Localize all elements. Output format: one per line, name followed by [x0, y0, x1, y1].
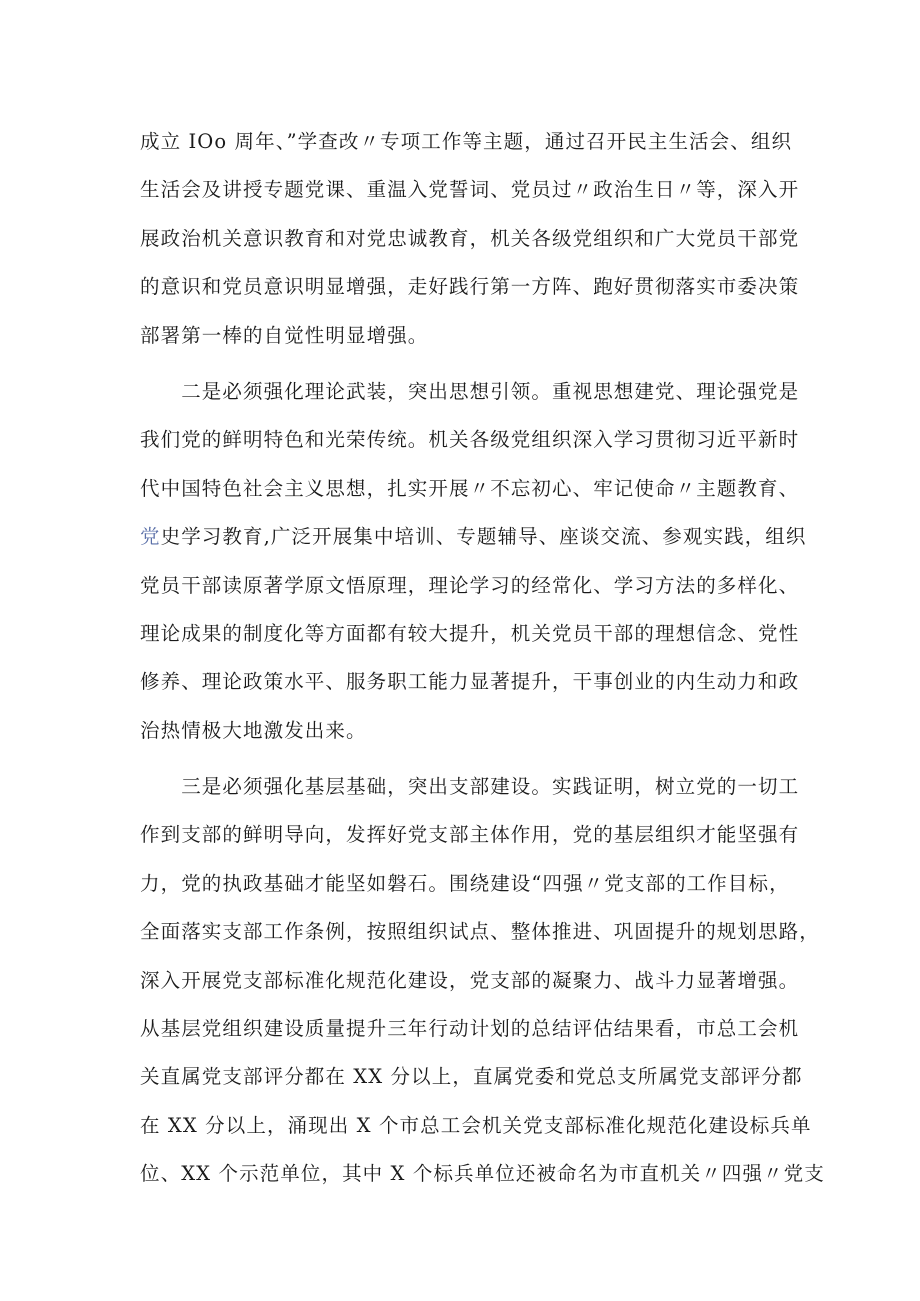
text-line: 部署第一棒的自觉性明显增强。 [140, 323, 429, 347]
paragraph-3 [140, 763, 825, 1199]
text-line: 治热情极大地激发出来。 [140, 718, 367, 742]
text-line: 修养、理论政策水平、服务职工能力显著提升，干事创业的内生动力和政 [140, 670, 800, 694]
text-line: 力，党的执政基础才能坚如磐石。围绕建设“四强〃党支部的工作目标， [140, 871, 790, 895]
text-line: 生活会及讲授专题党课、重温入党誓词、党员过〃政治生日〃等，深入开 [140, 178, 800, 202]
text-line: 二是必须强化理论武装，突出思想引领。重视思想建党、理论强党是 [140, 379, 800, 403]
text-line: 深入开展党支部标准化规范化建设，党支部的凝聚力、战斗力显著增强。 [140, 968, 800, 992]
text-line-rest: 史学习教育,广泛开展集中培训、专题辅导、座谈交流、参观实践，组织 [160, 525, 807, 549]
text-line: 作到支部的鲜明导向，发挥好党支部主体作用，党的基层组织才能坚强有 [140, 823, 800, 847]
text-line: 三是必须强化基层基础，突出支部建设。实践证明，树立党的一切工 [140, 775, 800, 799]
text-line: 党员干部读原著学原文悟原理，理论学习的经常化、学习方法的多样化、 [140, 573, 800, 597]
text-line: 从基层党组织建设质量提升三年行动计划的总结评估结果看，市总工会机 [140, 1017, 800, 1041]
text-line: 我们党的鲜明特色和光荣传统。机关各级党组织深入学习贯彻习近平新时 [140, 428, 800, 452]
text-line [140, 513, 807, 561]
paragraph-2 [140, 368, 807, 755]
text-line: 全面落实支部工作条例，按照组织试点、整体推进、巩固提升的规划思路， [140, 920, 820, 944]
paragraph-1 [140, 118, 800, 360]
document-body [140, 118, 825, 1199]
text-line: 关直属党支部评分都在 XX 分以上，直属党委和党总支所属党支部评分都 [140, 1065, 803, 1089]
text-line: 展政治机关意识教育和对党忠诚教育，机关各级党组织和广大党员干部党 [140, 226, 800, 250]
text-line: 代中国特色社会主义思想，扎实开展〃不忘初心、牢记使命〃主题教育、 [140, 476, 800, 500]
text-line: 成立 IOo 周年、”学查改〃专项工作等主题，通过召开民主生活会、组织 [140, 130, 793, 153]
text-line: 在 XX 分以上，涌现出 X 个市总工会机关党支部标准化规范化建设标兵单 [140, 1113, 812, 1137]
text-line: 位、XX 个示范单位，其中 X 个标兵单位还被命名为市直机关〃四强〃党支 [140, 1162, 825, 1186]
text-line: 的意识和党员意识明显增强，走好践行第一方阵、跑好贯彻落实市委决策 [140, 275, 800, 299]
text-line: 理论成果的制度化等方面都有较大提升，机关党员干部的理想信念、党性 [140, 621, 800, 645]
highlighted-text: 党 [140, 525, 161, 549]
